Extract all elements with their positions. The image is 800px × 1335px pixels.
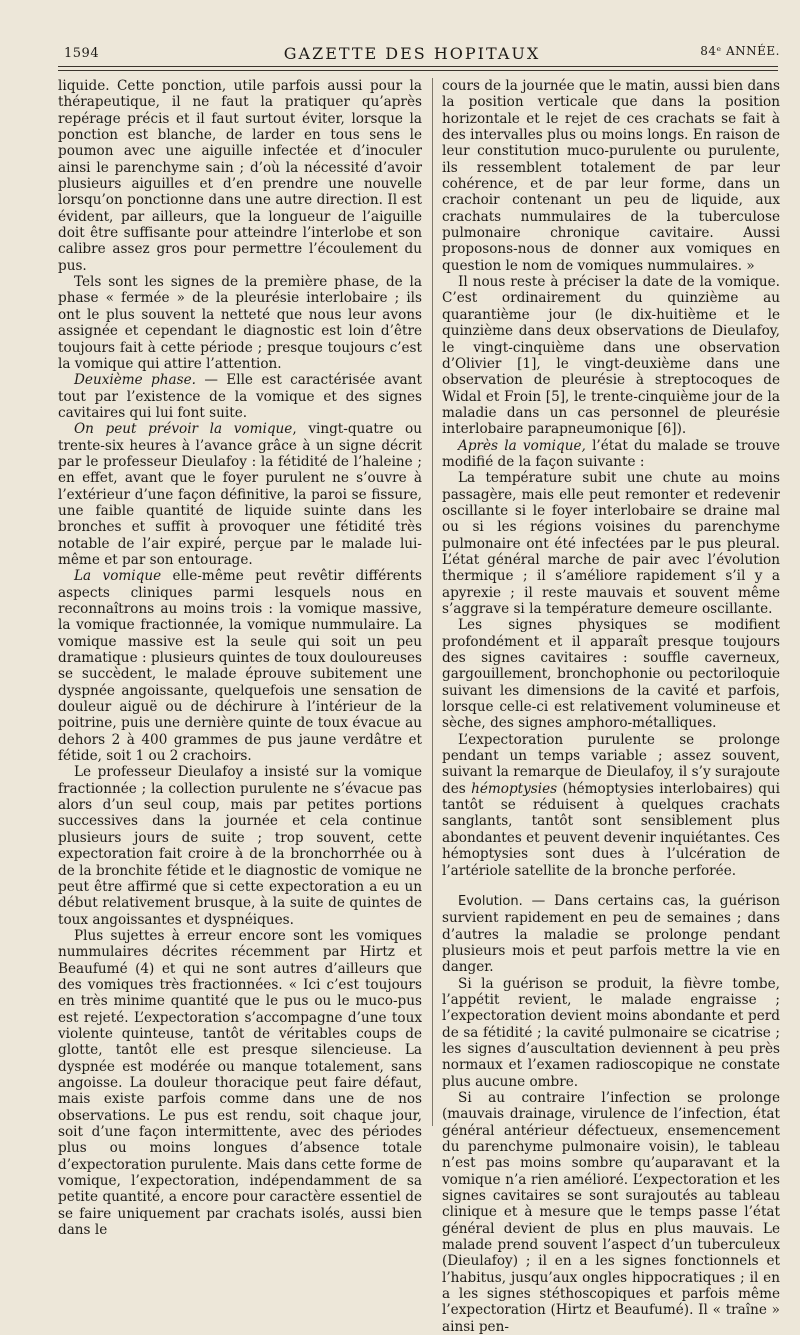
paragraph: Si la guérison se produit, la fièvre tombe, l’appétit revient, le malade engraisse ; l’expectoration devient moins abondante et perd de sa fétidité ; la cavité pulmonaire se cicatrise ; les signes d’auscultation deviennent à peu près normaux et l’examen radioscopique ne constate plus aucune ombre. <box>442 975 780 1090</box>
paragraph-text: vingt-quatre ou trente-six heures à l’avance grâce à un signe décrit par le professeur Dieulafoy : la fétidité de l’haleine ; en effet, avant que le foyer purulent ne s’ouvre à l’extérieur d’une façon définitive, la paroi se fissure, une faible quantité de liquide suinte dans les bronches et suffit à provoquer une fétidité très notable de l’air expiré, perçue par le malade lui-même et par son entourage. <box>58 421 422 568</box>
section-heading-evolution: Evolution. <box>458 893 523 909</box>
header-rule-top <box>58 66 778 67</box>
paragraph: La température subit une chute au moins passagère, mais elle peut remonter et redevenir oscillante si le foyer interlobaire se draine mal ou si les régions voisines du parenchyme pulmonaire ont été infectées par le pus pleural. L’état général marche de pair avec l’évolution thermique ; il s’améliore rapidement s’il y a apyrexie ; il reste mauvais et souvent même s’aggrave si la température demeure oscillante. <box>442 470 780 617</box>
page-number: 1594 <box>64 46 100 61</box>
paragraph: Plus sujettes à erreur encore sont les vomiques nummulaires décrites récemment par Hirtz et Beaufumé (4) et qui ne sont autres d’ailleurs que des vomiques très fractionnées. « Ici c’est toujours en très minime quantité que le pus ou le muco-pus est rejeté. L’expectoration s’accompagne d’une toux violente quinteuse, tantôt de véritables coups de glotte, tantôt elle est presque silencieuse. La dyspnée est modérée ou manque totalement, sans angoisse. La douleur thoracique peut faire défaut, mais existe parfois comme dans une de nos observations. Le pus est rendu, soit chaque jour, soit d’une façon intermittente, avec des périodes plus ou moins longues d’absence totale d’expectoration purulente. Mais dans cette forme de vomique, l’expectoration, indépendamment de sa petite quantité, a encore pour caractère essentiel de se faire uniquement par crachats isolés, aussi bien dans le <box>58 927 422 1239</box>
paragraph: Le professeur Dieulafoy a insisté sur la vomique fractionnée ; la collection purulente ne s’évacue pas alors d’un seul coup, mais par petites portions successives dans la journée et cela continue plusieurs jours de suite ; trop souvent, cette expectoration fait croire à de la bronchorrhée ou à de la bronchite fétide et le diagnostic de vomique ne peut être affirmé que si cette expectoration a eu un début relativement brusque, à la suite de quintes de toux angoissantes et dyspnéiques. <box>58 764 422 928</box>
paragraph: Il nous reste à préciser la date de la vomique. C’est ordinairement du quinzième au quarantième jour (le dix-huitième et le quinzième dans deux observations de Dieulafoy, le vingt-cinquième dans une observation d’Olivier [1], le vingt-deuxième dans une observation de pleurésie à streptocoques de Widal et Froin [5], le trente-cinquième jour de la maladie dans un cas personnel de pleurésie interlobaire parapneumonique [6]). <box>442 274 780 438</box>
column-divider <box>432 78 433 1126</box>
paragraph-text: — Dans certains cas, la guérison survient rapidement en peu de semaines ; dans d’autres la maladie se prolonge pendant plusieurs mois et peut parfois mettre la vie en danger. <box>442 892 780 976</box>
subheading-deuxieme-phase: Deuxième phase. <box>74 372 196 389</box>
paragraph <box>442 732 780 879</box>
paragraph <box>442 893 780 976</box>
page-header <box>44 40 780 64</box>
dash: — <box>195 372 227 389</box>
paragraph-text: l’état du malade se trouve modifié de la façon suivante : <box>442 437 780 470</box>
year-label: 84ᵉ ANNÉE. <box>700 44 780 58</box>
paragraph <box>58 372 422 421</box>
paragraph <box>442 438 780 471</box>
header-rule-bottom <box>58 70 778 71</box>
paragraph-text: L’expectoration purulente se prolonge pendant un temps variable ; assez souvent, suivant la remarque de Dieulafoy, il s’y surajoute des <box>442 731 780 797</box>
journal-title: GAZETTE DES HOPITAUX <box>283 44 541 63</box>
paragraph: liquide. Cette ponction, utile parfois aussi pour la thérapeutique, il ne faut la pratiquer qu’après repérage précis et il faut surtout éviter, lorsque la ponction est blanche, de larder en tous sens le poumon avec une aiguille infectée et d’inoculer ainsi le parenchyme sain ; d’où la nécessité d’avoir plusieurs aiguilles et d’en prendre une nouvelle lorsqu’on ponctionne dans une autre direction. Il est évident, par ailleurs, que la longueur de l’aiguille doit être suffisante pour atteindre l’interlobe et son calibre assez gros pour permettre l’écoulement du pus. <box>58 78 422 274</box>
paragraph: cours de la journée que le matin, aussi bien dans la position verticale que dans la position horizontale et le rejet de ces crachats se fait à des intervalles plus ou moins longs. En raison de leur constitution muco-purulente ou purulente, ils ressemblent totalement de par leur cohérence, et de par leur forme, dans un crachoir contenant un peu de liquide, aux crachats nummulaires de la tuberculose pulmonaire chronique cavitaire. Aussi proposons-nous de donner aux vomiques en question le nom de vomiques nummulaires. » <box>442 78 780 274</box>
right-column <box>442 78 781 1335</box>
paragraph: Tels sont les signes de la première phase, de la phase « fermée » de la pleurésie interlobaire ; ils ont le plus souvent la netteté que nous leur avons assignée et cependant le diagnostic est loin d’être toujours fait à cette période ; presque toujours c’est la vomique qui attire l’attention. <box>58 274 422 372</box>
lead-in-on-peut-prevoir: On peut prévoir la vomique <box>74 421 293 438</box>
paragraph: On peut prévoir la vomique, vingt-quatre ou trente-six heures à l’avance grâce à un signe décrit par le professeur Dieulafoy : la fétidité de l’haleine ; en effet, avant que le foyer purulent ne s’ouvre à l’extérieur d’une façon définitive, la paroi se fissure, une faible quantité de liquide suinte dans les bronches et suffit à provoquer une fétidité très notable de l’air expiré, perçue par le malade lui-même et par son entourage. <box>58 421 422 568</box>
left-column <box>58 78 423 1239</box>
paragraph: Les signes physiques se modifient profondément et il apparaît presque toujours des signes cavitaires : souffle caverneux, gargouillement, bronchophonie ou pectoriloquie suivant les dimensions de la cavité et parfois, lorsque celle-ci est relativement volumineuse et sèche, des signes amphoro-métalliques. <box>442 617 780 732</box>
term-hemoptysies: hémoptysies <box>471 780 558 797</box>
paragraph-text: qui tantôt se réduisent à quelques crachats sanglants, tantôt sont sensiblement plus abondantes et peuvent devenir inquiétantes. Ces hémoptysies sont dues à l’ulcération de l’artériole satellite de la bronche perforée. <box>442 780 781 879</box>
lead-in-apres-la-vomique: Après la vomique, <box>458 437 586 454</box>
parenthetical: (hémoptysies interlobaires) <box>557 780 759 797</box>
paragraph-text: Elle est caractérisée avant tout par l’existence de la vomique et des signes cavitaires qui lui font suite. <box>58 372 422 421</box>
paragraph-text: elle-même peut revêtir différents aspects cliniques parmi lesquels nous en reconnaîtrons au moins trois : la vomique massive, la vomique fractionnée, la vomique nummulaire. La vomique massive est la seule qui soit un peu dramatique : plusieurs quintes de toux douloureuses se succèdent, le malade éprouve subitement une dyspnée angoissante, quelquefois une sensation de douleur aiguë ou de déchirure à l’intérieur de la poitrine, puis une dernière quinte de toux évacue au dehors 2 à 400 grammes de pus jaune verdâtre et fétide, soit 1 ou 2 crachoirs. <box>58 568 423 765</box>
lead-in-la-vomique: La vomique <box>74 568 162 585</box>
paragraph: Si au contraire l’infection se prolonge (mauvais drainage, virulence de l’infection, état général antérieur défectueux, ensemencement du parenchyme pulmonaire voisin), le tableau n’est pas moins sombre qu’auparavant et la vomique n’a rien amélioré. L’expectoration et les signes cavitaires se sont surajoutés au tableau clinique et à mesure que le temps passe l’état général devient de plus en plus mauvais. Le malade prend souvent l’aspect d’un tuberculeux (Dieulafoy) ; il en a les signes fonctionnels et l’habitus, jusqu’aux ongles hippocratiques ; il en a les signes stéthoscopiques et parfois même l’expectoration (Hirtz et Beaufumé). Il « traîne » ainsi pen- <box>442 1089 780 1335</box>
paragraph <box>58 568 422 764</box>
